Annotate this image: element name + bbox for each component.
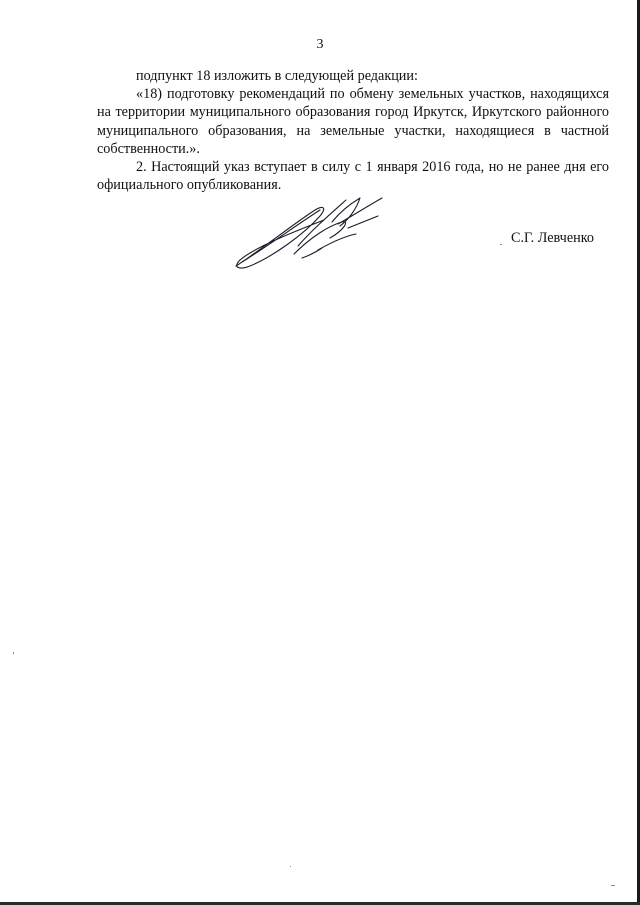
handwritten-signature — [228, 186, 388, 272]
scan-speck — [500, 244, 502, 245]
scan-speck — [13, 652, 14, 654]
scan-speck — [611, 885, 615, 886]
page-number: 3 — [316, 37, 324, 52]
paragraph-amendment-text: «18) подготовку рекомендаций по обмену земельных участков, находящихся на территории муниципального образования город Иркутск, Иркутского районного муниципального образования, на земельные участки, находящиеся в частной собственности.». — [97, 86, 609, 157]
paragraph-amendment-intro: подпункт 18 изложить в следующей редакции: — [136, 68, 418, 84]
paragraph-effective-date: 2. Настоящий указ вступает в силу с 1 января 2016 года, но не ранее дня его официального опубликования. — [97, 159, 609, 194]
document-body — [97, 67, 609, 194]
signer-name: С.Г. Левченко — [511, 230, 594, 246]
scan-speck — [290, 866, 291, 867]
